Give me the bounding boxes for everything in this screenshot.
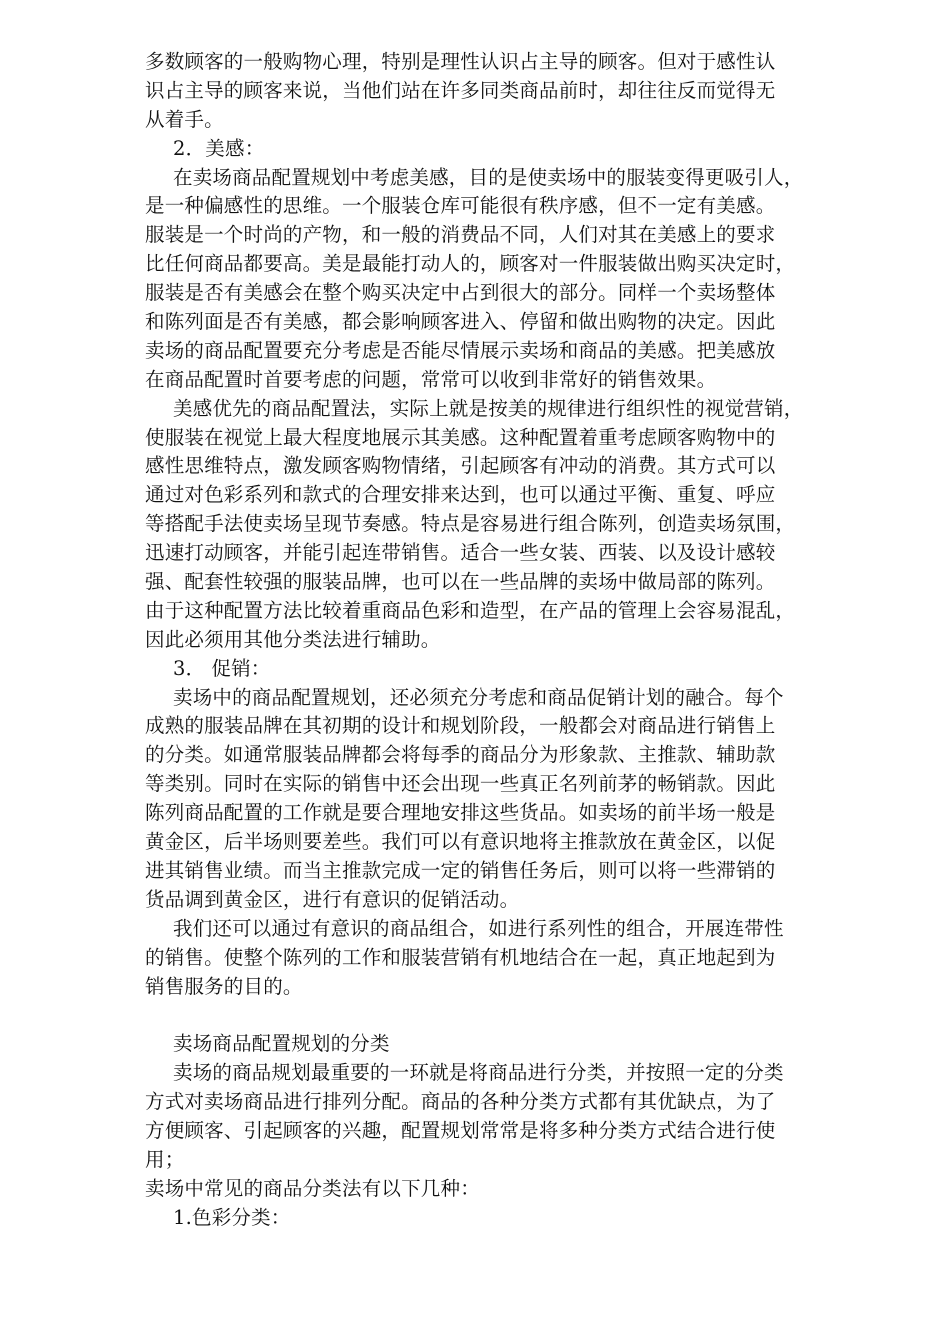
text-line: 使服装在视觉上最大程度地展示其美感。这种配置着重考虑顾客购物中的	[145, 425, 776, 449]
text-line: 黄金区，后半场则要差些。我们可以有意识地将主推款放在黄金区，以促	[145, 830, 776, 854]
text-line: 卖场中的商品配置规划，还必须充分考虑和商品促销计划的融合。每个	[173, 685, 784, 709]
text-line: 销售服务的目的。	[145, 974, 303, 998]
document-page	[145, 48, 880, 1233]
text-line: 的销售。使整个陈列的工作和服装营销有机地结合在一起，真正地起到为	[145, 945, 776, 969]
text-line: 和陈列面是否有美感，都会影响顾客进入、停留和做出购物的决定。因此	[145, 310, 776, 334]
text-line: 美感优先的商品配置法，实际上就是按美的规律进行组织性的视觉营销，	[173, 396, 804, 420]
text-line: 多数顾客的一般购物心理，特别是理性认识占主导的顾客。但对于感性认	[145, 50, 776, 73]
text-line: 陈列商品配置的工作就是要合理地安排这些货品。如卖场的前半场一般是	[145, 801, 776, 825]
text-line: 在卖场商品配置规划中考虑美感，目的是使卖场中的服装变得更吸引人，	[173, 165, 804, 189]
text-line: 比任何商品都要高。美是最能打动人的，顾客对一件服装做出购买决定时，	[145, 252, 796, 276]
text-line: 我们还可以通过有意识的商品组合，如进行系列性的组合，开展连带性	[173, 916, 784, 940]
text-line: 感性思维特点，激发顾客购物情绪，引起顾客有冲动的消费。其方式可以	[145, 454, 776, 478]
text-line: 通过对色彩系列和款式的合理安排来达到，也可以通过平衡、重复、呼应	[145, 483, 776, 507]
text-line: 的分类。如通常服装品牌都会将每季的商品分为形象款、主推款、辅助款	[145, 743, 776, 767]
text-line: 服装是否有美感会在整个购买决定中占到很大的部分。同样一个卖场整体	[145, 281, 776, 305]
text-line: 货品调到黄金区，进行有意识的促销活动。	[145, 887, 520, 911]
text-line: 方便顾客、引起顾客的兴趣，配置规划常常是将多种分类方式结合进行使	[145, 1118, 776, 1142]
text-line: 方式对卖场商品进行排列分配。商品的各种分类方式都有其优缺点，为了	[145, 1090, 776, 1114]
text-line: 卖场中常见的商品分类法有以下几种：	[145, 1176, 480, 1200]
section-heading: 3． 促销：	[173, 656, 271, 680]
text-line: 服装是一个时尚的产物，和一般的消费品不同，人们对其在美感上的要求	[145, 223, 776, 247]
text-line: 进其销售业绩。而当主推款完成一定的销售任务后，则可以将一些滞销的	[145, 858, 776, 882]
text-line: 因此必须用其他分类法进行辅助。	[145, 627, 441, 651]
section-heading: 卖场商品配置规划的分类	[173, 1032, 390, 1056]
text-line: 在商品配置时首要考虑的问题，常常可以收到非常好的销售效果。	[145, 367, 717, 391]
text-line: 识占主导的顾客来说，当他们站在许多同类商品前时，却往往反而觉得无	[145, 78, 776, 102]
text-line: 卖场的商品规划最重要的一环就是将商品进行分类，并按照一定的分类	[173, 1061, 784, 1085]
text-line: 卖场的商品配置要充分考虑是否能尽情展示卖场和商品的美感。把美感放	[145, 338, 776, 362]
text-line: 用；	[145, 1147, 185, 1171]
text-line: 等搭配手法使卖场呈现节奏感。特点是容易进行组合陈列，创造卖场氛围，	[145, 512, 796, 536]
text-line: 成熟的服装品牌在其初期的设计和规划阶段，一般都会对商品进行销售上	[145, 714, 776, 738]
section-heading: 1.色彩分类：	[173, 1205, 291, 1229]
text-line: 由于这种配置方法比较着重商品色彩和造型，在产品的管理上会容易混乱，	[145, 598, 796, 622]
text-line: 是一种偏感性的思维。一个服装仓库可能很有秩序感，但不一定有美感。	[145, 194, 776, 218]
text-line: 从着手。	[145, 107, 224, 131]
blank-line	[145, 1001, 880, 1030]
section-heading: 2．美感：	[173, 136, 265, 160]
text-line: 等类别。同时在实际的销售中还会出现一些真正名列前茅的畅销款。因此	[145, 772, 776, 796]
text-line: 迅速打动顾客，并能引起连带销售。适合一些女装、西装、以及设计感较	[145, 541, 776, 565]
text-line: 强、配套性较强的服装品牌，也可以在一些品牌的卖场中做局部的陈列。	[145, 570, 776, 594]
